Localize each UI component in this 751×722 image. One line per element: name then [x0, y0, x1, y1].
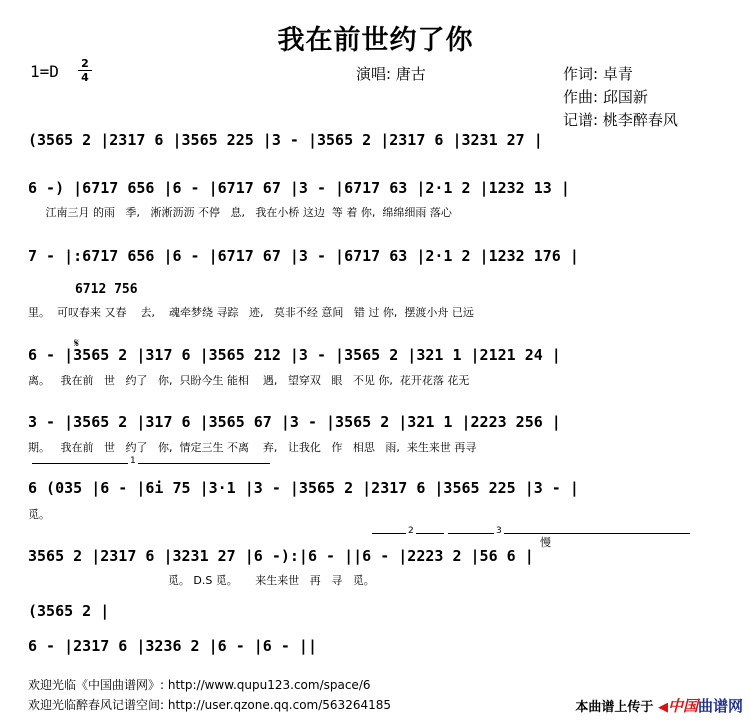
volta-bracket-2: 2: [372, 533, 444, 534]
transcriber: 记谱: 桃李醉春风: [563, 111, 678, 129]
notation-row-3: 7 - |:6717 656 |6 - |6717 67 |3 - |6717 63 |2·1 2 |1232 176 |: [28, 247, 579, 265]
logo-icon: ◀: [657, 700, 668, 715]
footer-space-link[interactable]: 欢迎光临醉春风记谱空间: http://user.qzone.qq.com/563264185: [28, 698, 392, 712]
notation-row-3-alt: 6712 756: [28, 282, 138, 297]
time-signature-top: 2: [81, 57, 89, 70]
notation-row-9: 6 - |2317 6 |3236 2 |6 - |6 - ||: [28, 637, 317, 655]
tempo-mark-slow: 慢: [540, 536, 551, 549]
lyricist: 作词: 卓青: [563, 65, 633, 83]
logo-text-blue: 曲谱网: [697, 697, 743, 715]
time-signature-bottom: 4: [81, 71, 89, 84]
logo-text-red: 中国: [667, 697, 698, 715]
lyrics-row-6: 觅。: [28, 508, 50, 521]
composer: 作曲: 邱国新: [563, 88, 648, 106]
lyrics-row-2: 江南三月 的雨 季, 淅淅沥沥 不停 息, 我在小桥 这边 等 着 你, 绵绵细雨 落心: [28, 206, 452, 219]
page-title: 我在前世约了你: [277, 25, 474, 56]
lyrics-row-7: 觅。 D.S 觅。 来生来世 再 寻 觅。: [28, 574, 375, 587]
singer: 演唱: 唐古: [356, 65, 426, 83]
notation-row-6: 6 (035 |6 - |6i 75 |3·1 |3 - |3565 2 |2317 6 |3565 225 |3 - |: [28, 479, 579, 497]
notation-row-5: 3 - |3565 2 |317 6 |3565 67 |3 - |3565 2 |321 1 |2223 256 |: [28, 413, 561, 431]
notation-row-2: 6 -) |6717 656 |6 - |6717 67 |3 - |6717 63 |2·1 2 |1232 13 |: [28, 179, 570, 197]
volta-bracket-3: 3: [448, 533, 690, 534]
site-logo: [575, 695, 743, 716]
footer-site-link[interactable]: 欢迎光临《中国曲谱网》: http://www.qupu123.com/space/6: [28, 678, 371, 692]
upload-text: 本曲谱上传于: [575, 700, 654, 715]
notation-row-1: (3565 2 |2317 6 |3565 225 |3 - |3565 2 |2317 6 |3231 27 |: [28, 131, 543, 149]
lyrics-row-4: 离。 我在前 世 约了 你, 只盼今生 能相 遇, 望穿双 眼 不见 你, 花开花落 花无: [28, 374, 470, 387]
segno-icon: 𝄋: [74, 336, 80, 350]
time-signature: [78, 58, 92, 83]
notation-row-4: 6 - |3565 2 |317 6 |3565 212 |3 - |3565 2 |321 1 |2121 24 |: [28, 346, 561, 364]
notation-row-8: (3565 2 |: [28, 602, 110, 620]
notation-row-7: 3565 2 |2317 6 |3231 27 |6 -):|6 - ||6 - |2223 2 |56 6 |: [28, 547, 534, 565]
volta-bracket-1: 1: [32, 463, 270, 464]
key-signature: 1=D: [30, 62, 59, 81]
lyrics-row-3: 里。 可叹春来 又春 去, 魂牵梦绕 寻踪 迹, 莫非不经 意间 错 过 你, 摆渡小舟 已远: [28, 306, 474, 319]
lyrics-row-5: 期。 我在前 世 约了 你, 情定三生 不离 弃, 让我化 作 相思 雨, 来生来世 再寻: [28, 441, 477, 454]
